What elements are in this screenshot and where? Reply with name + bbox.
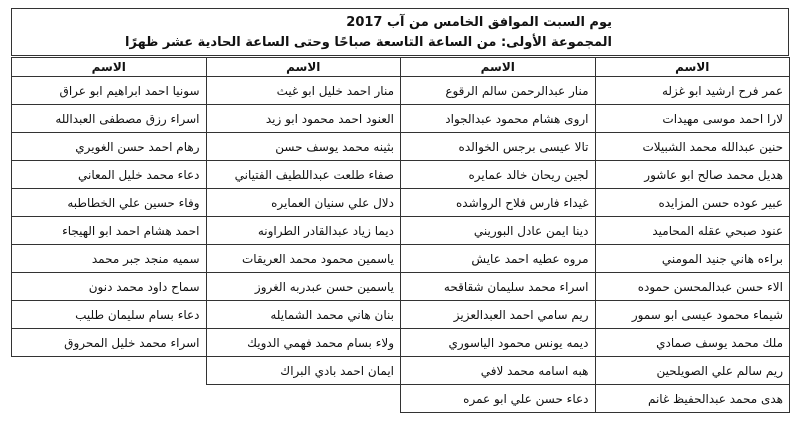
- name-cell: ياسمين حسن عبدربه الغروز: [206, 273, 401, 301]
- table-row: [12, 357, 790, 385]
- table-row: [12, 217, 790, 245]
- name-cell: هبه اسامه محمد لافي: [401, 357, 596, 385]
- column-header-name: الاسم: [401, 58, 596, 77]
- name-cell: لارا احمد موسى مهيدات: [595, 105, 790, 133]
- name-cell: دلال علي سنيان العمايره: [206, 189, 401, 217]
- column-header-name: الاسم: [595, 58, 790, 77]
- name-cell: اسراء محمد سليمان شقاقحه: [401, 273, 596, 301]
- name-cell: تالا عيسى برجس الخوالده: [401, 133, 596, 161]
- name-cell: سونيا احمد ابراهيم ابو عراق: [12, 77, 207, 105]
- attendance-sheet: [11, 8, 791, 422]
- name-cell: احمد هشام احمد ابو الهيجاء: [12, 217, 207, 245]
- name-cell: دعاء حسن علي ابو عمره: [401, 385, 596, 413]
- table-row: [12, 77, 790, 105]
- name-cell: براءه هاني جنيد المومني: [595, 245, 790, 273]
- name-cell: اسراء محمد خليل المحروق: [12, 329, 207, 357]
- name-cell: عنود صبحي عقله المحاميد: [595, 217, 790, 245]
- name-cell: هديل محمد صالح ابو عاشور: [595, 161, 790, 189]
- name-cell: [206, 385, 401, 413]
- name-cell: عبير عوده حسن المزايده: [595, 189, 790, 217]
- name-cell: الاء حسن عبدالمحسن حموده: [595, 273, 790, 301]
- column-header-name: الاسم: [206, 58, 401, 77]
- table-row: [12, 105, 790, 133]
- name-cell: [12, 357, 207, 385]
- group-title: المجموعة الأولى: من الساعة التاسعة صباحًا وحتى الساعة الحادية عشر ظهرًا: [125, 35, 612, 50]
- name-cell: عمر فرح ارشيد ابو غزله: [595, 77, 790, 105]
- name-cell: منار احمد خليل ابو غيث: [206, 77, 401, 105]
- sheet-header: [11, 8, 789, 56]
- table-row: [12, 301, 790, 329]
- names-table: [11, 57, 790, 413]
- name-cell: غيداء فارس فلاح الرواشده: [401, 189, 596, 217]
- table-header-row: [12, 58, 790, 77]
- name-cell: اسراء رزق مصطفى العبدالله: [12, 105, 207, 133]
- name-cell: منار عبدالرحمن سالم الرقوع: [401, 77, 596, 105]
- name-cell: [12, 385, 207, 413]
- table-row: [12, 133, 790, 161]
- name-cell: ياسمين محمود محمد العريقات: [206, 245, 401, 273]
- name-cell: هدى محمد عبدالحفيظ غانم: [595, 385, 790, 413]
- name-cell: دعاء بسام سليمان طليب: [12, 301, 207, 329]
- name-cell: اروى هشام محمود عبدالجواد: [401, 105, 596, 133]
- name-cell: ديمه يونس محمود الياسوري: [401, 329, 596, 357]
- table-row: [12, 385, 790, 413]
- name-cell: ولاء بسام محمد فهمي الدويك: [206, 329, 401, 357]
- table-row: [12, 273, 790, 301]
- date-title: يوم السبت الموافق الخامس من آب 2017: [346, 15, 612, 30]
- table-row: [12, 329, 790, 357]
- name-cell: صفاء طلعت عبداللطيف الفتياني: [206, 161, 401, 189]
- name-cell: ملك محمد يوسف صمادي: [595, 329, 790, 357]
- name-cell: وفاء حسين علي الخطاطبه: [12, 189, 207, 217]
- name-cell: دينا ايمن عادل البوريني: [401, 217, 596, 245]
- name-cell: شيماء محمود عيسى ابو سمور: [595, 301, 790, 329]
- name-cell: لجين ريحان خالد عمايره: [401, 161, 596, 189]
- name-cell: بثينه محمد يوسف حسن: [206, 133, 401, 161]
- table-row: [12, 189, 790, 217]
- name-cell: رهام احمد حسن الغويري: [12, 133, 207, 161]
- name-cell: حنين عبدالله محمد الشبيلات: [595, 133, 790, 161]
- name-cell: ايمان احمد بادي البراك: [206, 357, 401, 385]
- name-cell: بنان هاني محمد الشمايله: [206, 301, 401, 329]
- name-cell: ديما زياد عبدالقادر الطراونه: [206, 217, 401, 245]
- table-row: [12, 245, 790, 273]
- name-cell: سماح داود محمد دنون: [12, 273, 207, 301]
- table-row: [12, 161, 790, 189]
- name-cell: سميه منجد جبر محمد: [12, 245, 207, 273]
- name-cell: دعاء محمد خليل المعاني: [12, 161, 207, 189]
- name-cell: ريم سالم علي الصويلحين: [595, 357, 790, 385]
- column-header-name: الاسم: [12, 58, 207, 77]
- name-cell: العنود احمد محمود ابو زيد: [206, 105, 401, 133]
- name-cell: ريم سامي احمد العبدالعزيز: [401, 301, 596, 329]
- name-cell: مروه عطيه احمد عايش: [401, 245, 596, 273]
